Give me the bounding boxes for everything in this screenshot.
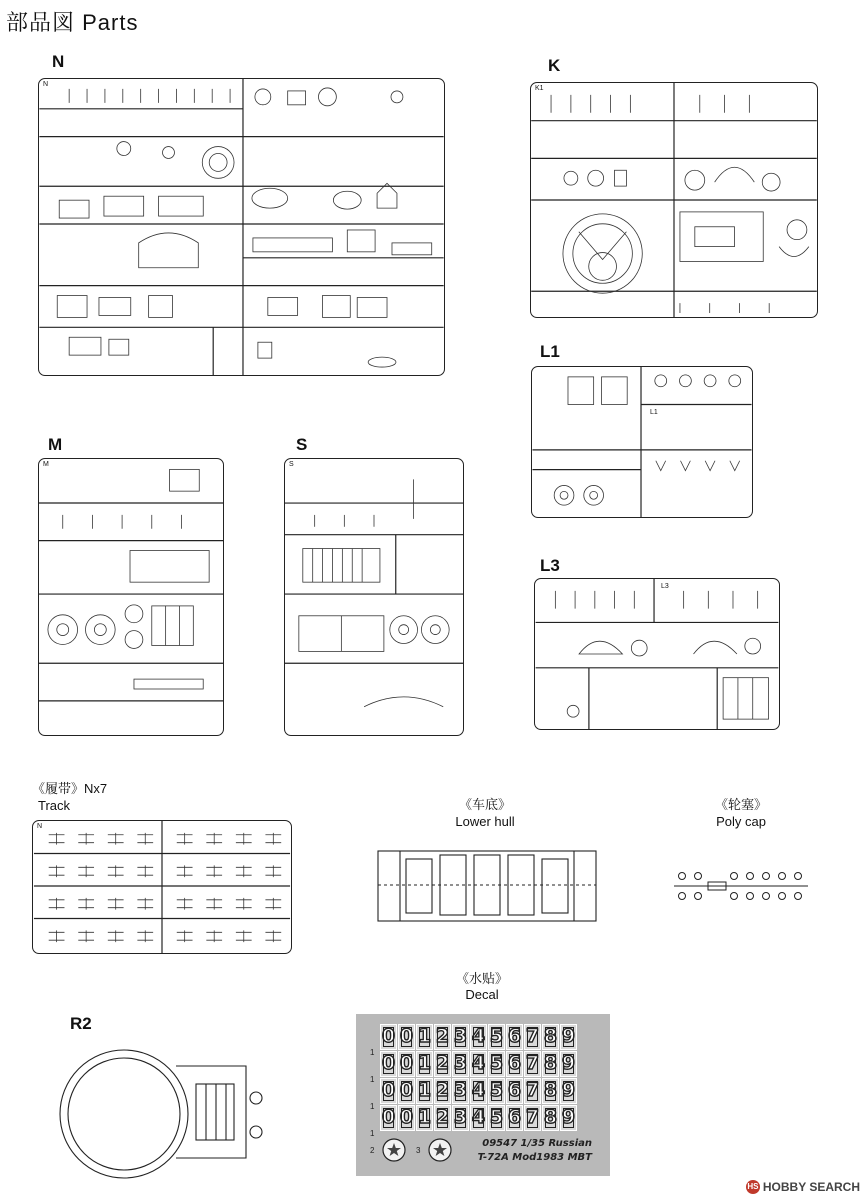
decal-digit: 0 <box>380 1105 397 1131</box>
sprue-k-frame <box>530 82 818 318</box>
decal-digit: 4 <box>470 1105 487 1131</box>
decal-digit: 1 <box>416 1024 433 1050</box>
decal-digit-row <box>380 1051 577 1077</box>
sprue-k-label: K <box>548 56 561 75</box>
decal-digit-row <box>380 1024 577 1050</box>
sprue-n-drawing <box>39 79 444 375</box>
decal-digit: 4 <box>470 1051 487 1077</box>
decal-digit: 1 <box>416 1105 433 1131</box>
sprue-l3-drawing <box>535 579 779 729</box>
decal-digit: 3 <box>452 1078 469 1104</box>
decal-digit: 8 <box>542 1105 559 1131</box>
poly-cap-drawing <box>670 868 812 904</box>
decal-digit: 5 <box>488 1024 505 1050</box>
sprue-s-label: S <box>296 435 308 454</box>
track-caption-cn: 《履带》Nx7 <box>32 781 108 796</box>
sprue-m-label: M <box>48 435 63 454</box>
sprue-m-frame <box>38 458 224 736</box>
decal-digit: 3 <box>452 1105 469 1131</box>
decal-digit: 7 <box>524 1078 541 1104</box>
decal-digit: 3 <box>452 1024 469 1050</box>
sprue-k-tag: K1 <box>535 85 544 92</box>
decal-digit: 6 <box>506 1105 523 1131</box>
decal-digit: 7 <box>524 1024 541 1050</box>
decal-digit: 2 <box>434 1051 451 1077</box>
sprue-l3-frame <box>534 578 780 730</box>
decal-product-line1: 09547 1/35 Russian <box>482 1138 592 1149</box>
decal-row-number: 1 <box>370 1075 375 1084</box>
star-emblem-icon <box>382 1138 406 1162</box>
decal-caption-en: Decal <box>465 987 499 1002</box>
sprue-s-drawing <box>285 459 463 735</box>
decal-digit: 8 <box>542 1078 559 1104</box>
decal-digit: 1 <box>416 1051 433 1077</box>
decal-digit-row <box>380 1078 577 1104</box>
sprue-s-tag: S <box>289 461 294 468</box>
decal-digit: 9 <box>560 1024 577 1050</box>
sprue-r2-label: R2 <box>70 1014 92 1033</box>
track-frame <box>32 820 292 954</box>
lower-hull-caption-en: Lower hull <box>455 814 515 829</box>
sprue-l3-tag: L3 <box>661 583 669 590</box>
sprue-m-drawing <box>39 459 223 735</box>
decal-digit: 2 <box>434 1105 451 1131</box>
poly-cap-caption-en: Poly cap <box>716 814 766 829</box>
sprue-n-frame <box>38 78 445 376</box>
decal-row-number: 1 <box>370 1129 375 1138</box>
decal-digit: 8 <box>542 1051 559 1077</box>
decal-digit: 2 <box>434 1024 451 1050</box>
decal-digit: 7 <box>524 1051 541 1077</box>
decal-product-line2: T-72A Mod1983 MBT <box>477 1152 592 1163</box>
decal-digit: 8 <box>542 1024 559 1050</box>
poly-cap-caption-cn: 《轮塞》 <box>714 797 767 812</box>
decal-digit: 2 <box>434 1078 451 1104</box>
decal-digit: 4 <box>470 1078 487 1104</box>
decal-caption-cn: 《水贴》 <box>455 971 508 986</box>
sprue-n-label: N <box>52 52 65 71</box>
decal-digit: 1 <box>416 1078 433 1104</box>
decal-digit: 9 <box>560 1078 577 1104</box>
hobby-search-logo-icon: HS <box>746 1180 760 1194</box>
sprue-s-frame <box>284 458 464 736</box>
emblem-number: 3 <box>416 1146 421 1155</box>
decal-digit: 0 <box>380 1024 397 1050</box>
hobby-search-watermark <box>746 1180 860 1194</box>
decal-digit: 6 <box>506 1024 523 1050</box>
decal-digit: 6 <box>506 1078 523 1104</box>
track-drawing <box>33 821 291 953</box>
lower-hull-caption-cn: 《车底》 <box>458 797 511 812</box>
hobby-search-text: HOBBY SEARCH <box>762 1180 860 1194</box>
decal-digit: 0 <box>380 1078 397 1104</box>
decal-digit: 7 <box>524 1105 541 1131</box>
page-title: 部品図 Parts <box>6 10 139 35</box>
decal-digit: 0 <box>398 1078 415 1104</box>
decal-sheet <box>356 1014 610 1176</box>
sprue-n-tag: N <box>43 81 49 88</box>
sprue-l3-label: L3 <box>540 556 560 575</box>
decal-row-number: 1 <box>370 1102 375 1111</box>
decal-digit: 9 <box>560 1051 577 1077</box>
decal-digit: 0 <box>398 1105 415 1131</box>
decal-digit: 5 <box>488 1105 505 1131</box>
decal-row-number: 1 <box>370 1048 375 1057</box>
sprue-k-drawing <box>531 83 817 317</box>
decal-digit: 5 <box>488 1051 505 1077</box>
star-emblem-icon <box>428 1138 452 1162</box>
lower-hull-drawing <box>376 845 598 927</box>
sprue-r2-drawing <box>56 1036 278 1186</box>
sprue-l1-label: L1 <box>540 342 560 361</box>
decal-digit: 5 <box>488 1078 505 1104</box>
decal-digit-row <box>380 1105 577 1131</box>
decal-digit: 9 <box>560 1105 577 1131</box>
sprue-l1-drawing <box>532 367 752 517</box>
decal-digit: 0 <box>380 1051 397 1077</box>
track-tag: N <box>37 823 43 830</box>
decal-digit: 4 <box>470 1024 487 1050</box>
sprue-l1-tag: L1 <box>650 409 658 416</box>
decal-digit: 3 <box>452 1051 469 1077</box>
emblem-number: 2 <box>370 1146 375 1155</box>
decal-digit: 0 <box>398 1051 415 1077</box>
sprue-l1-frame <box>531 366 753 518</box>
decal-digit: 6 <box>506 1051 523 1077</box>
sprue-m-tag: M <box>43 461 49 468</box>
track-caption-en: Track <box>38 798 71 813</box>
decal-digit: 0 <box>398 1024 415 1050</box>
